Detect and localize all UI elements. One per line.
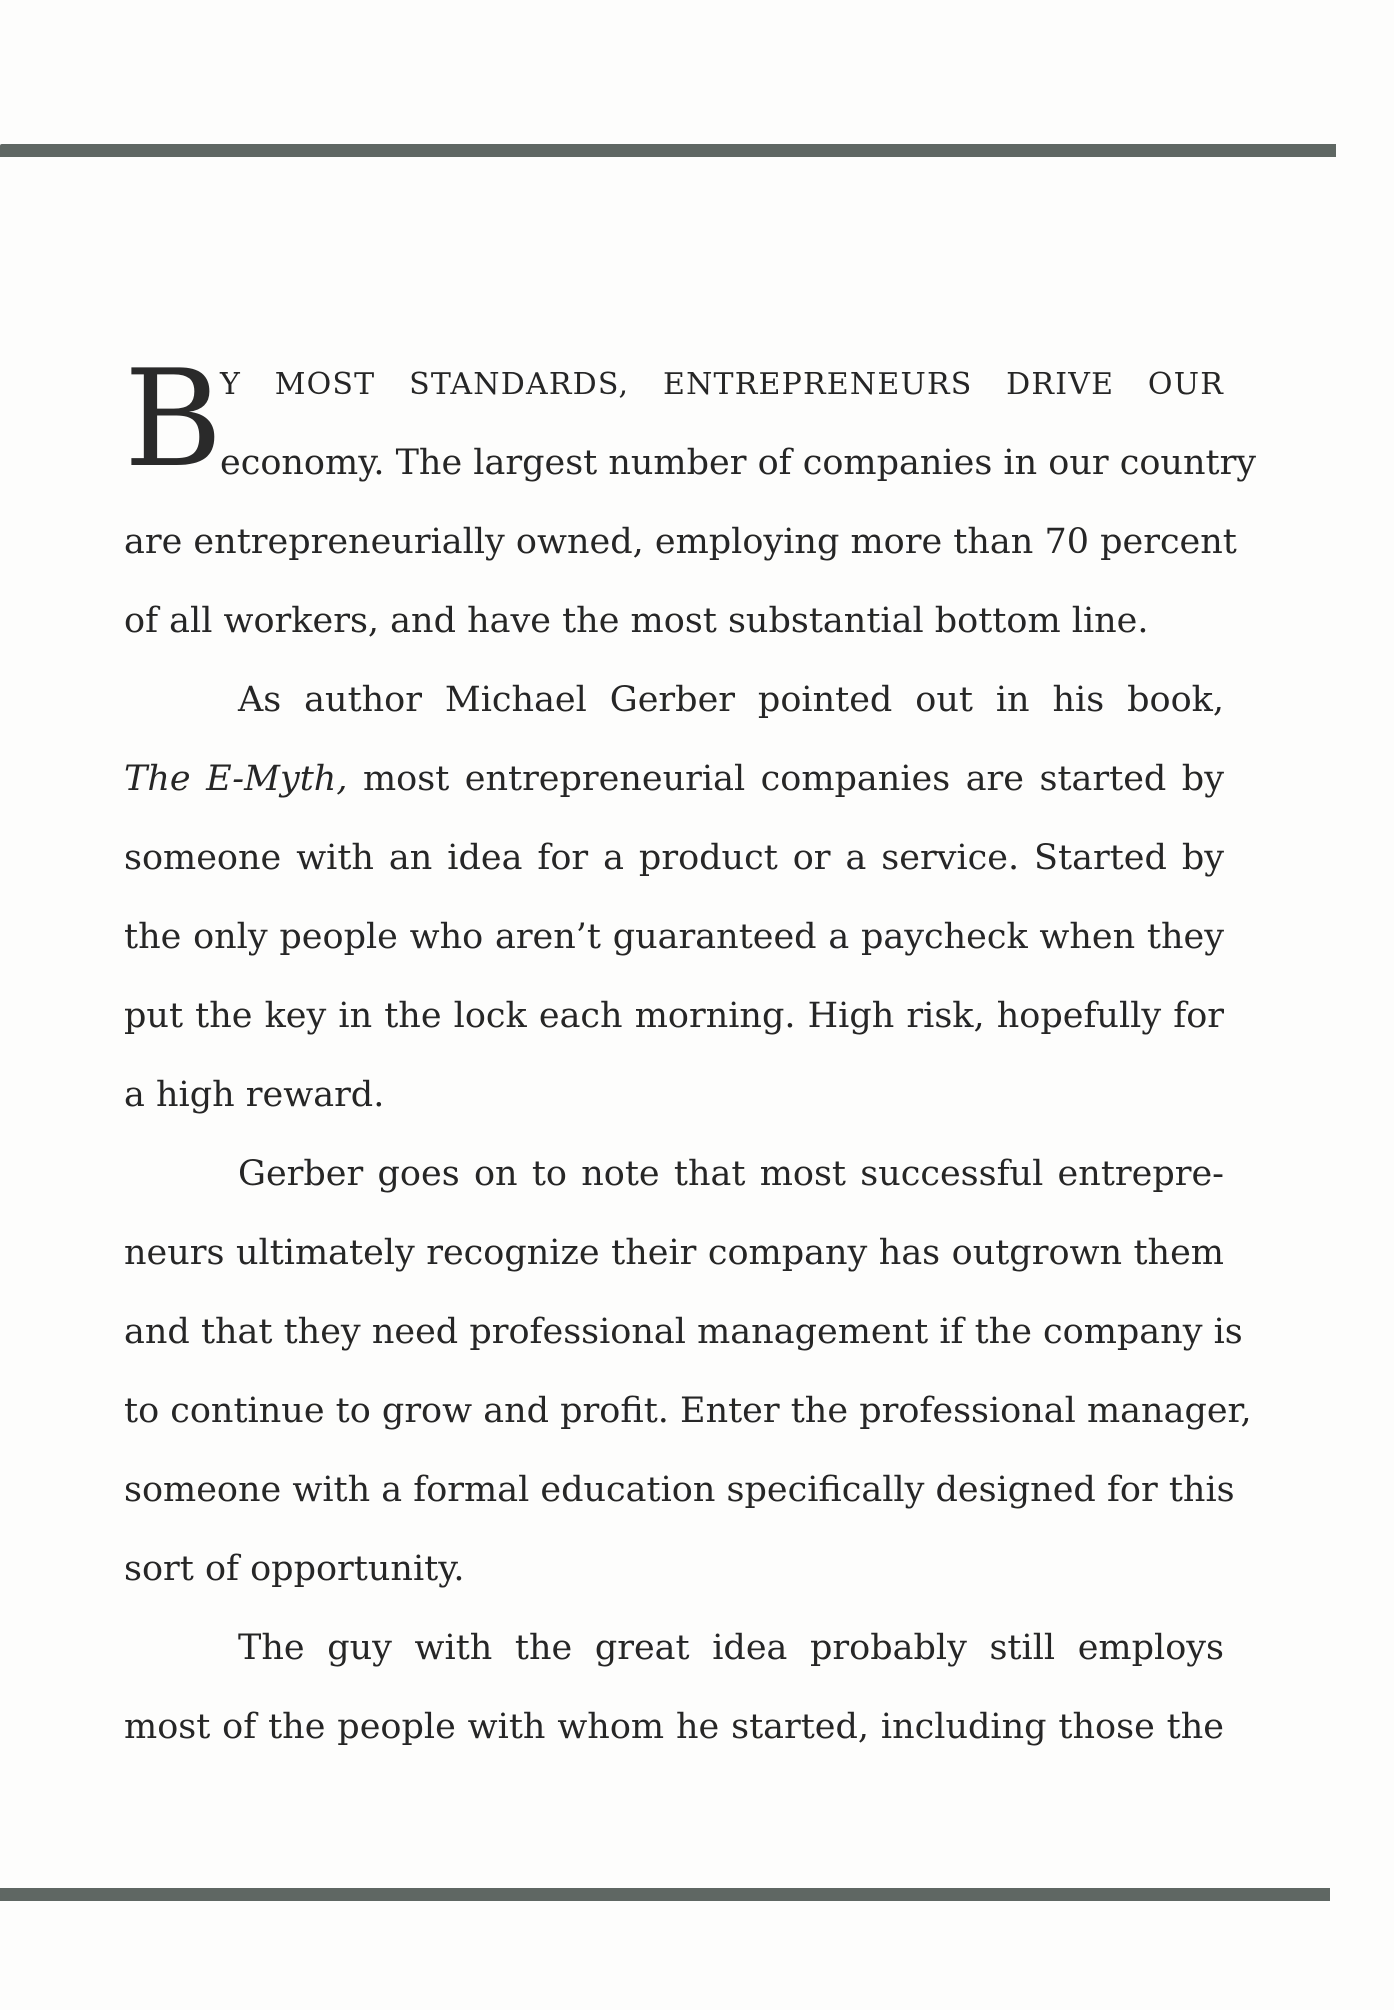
text-line: sort of opportunity. <box>124 1549 465 1589</box>
text-line: the only people who aren’t guaranteed a paycheck when they <box>124 917 1224 957</box>
text-line: neurs ultimately recognize their company has outgrown them <box>124 1233 1224 1273</box>
top-rule <box>0 144 1336 157</box>
book-title: The E-Myth, <box>124 759 348 799</box>
text-line: As author Michael Gerber pointed out in his book, <box>238 680 1224 720</box>
text-line: The guy with the great idea probably still employs <box>238 1628 1224 1668</box>
opening-second-line: economy. The largest number of companies in our country <box>220 443 1257 483</box>
text-line: put the key in the lock each morning. High risk, hopefully for <box>124 996 1224 1036</box>
text-line: to continue to grow and profit. Enter the professional manager, <box>124 1391 1252 1431</box>
text-line: someone with a formal education specifically designed for this <box>124 1470 1235 1510</box>
text-line: most of the people with whom he started, including those the <box>124 1707 1224 1747</box>
opening-small-caps-line: Y MOST STANDARDS, ENTREPRENEURS DRIVE OUR <box>220 367 1224 402</box>
text-line: and that they need professional management if the company is <box>124 1312 1243 1352</box>
drop-cap: B <box>124 341 223 497</box>
text-line: of all workers, and have the most substantial bottom line. <box>124 601 1149 641</box>
text-line: a high reward. <box>124 1075 385 1115</box>
text-line: are entrepreneurially owned, employing more than 70 percent <box>124 522 1237 562</box>
bottom-rule <box>0 1888 1330 1901</box>
text-line: Gerber goes on to note that most successful entrepre- <box>238 1154 1224 1194</box>
text-segment: most entrepreneurial companies are started by <box>347 759 1224 799</box>
body-text <box>124 503 1252 1767</box>
text-line <box>124 740 1224 819</box>
text-line: someone with an idea for a product or a service. Started by <box>124 838 1224 878</box>
